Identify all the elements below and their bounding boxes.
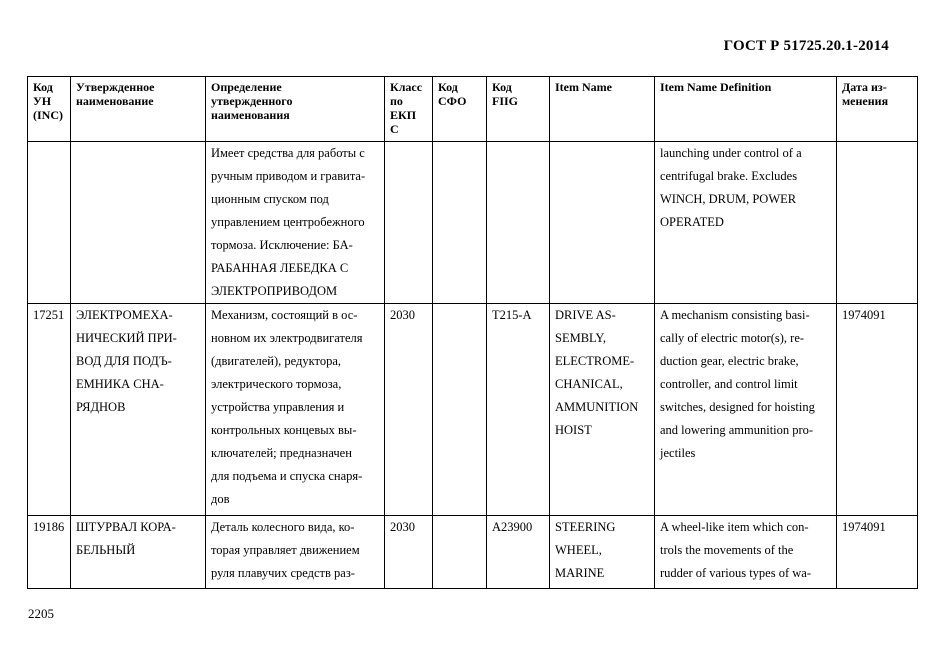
cell-inc: [28, 516, 71, 589]
column-header-fiig: [487, 77, 550, 142]
cell-item-def: [655, 142, 837, 304]
cell-line: launching under control of a: [660, 146, 802, 160]
cell-line: AMMUNITION: [555, 400, 639, 414]
header-line: Утвержденное: [76, 80, 155, 94]
classification-table: [27, 76, 918, 589]
column-header-date: [837, 77, 918, 142]
cell-line: дов: [211, 492, 230, 506]
cell-line: and lowering ammunition pro-: [660, 423, 814, 437]
column-header-item-def: [655, 77, 837, 142]
cell-item-def: [655, 516, 837, 589]
cell-line: Имеет средства для работы с: [211, 146, 365, 160]
header-line: Item Name Definition: [660, 80, 772, 94]
cell-line: электрического тормоза,: [211, 377, 342, 391]
header-line: менения: [842, 94, 889, 108]
header-line: Код: [33, 80, 53, 94]
page-number: 2205: [28, 606, 54, 621]
column-header-sfo: [433, 77, 487, 142]
header-row: [28, 77, 918, 142]
cell-line: A mechanism consisting basi-: [660, 308, 810, 322]
cell-class: [385, 142, 433, 304]
cell-line: управлением центробежного: [211, 215, 365, 229]
cell-name-ru: [71, 516, 206, 589]
table-row: [28, 516, 918, 589]
cell-line: trols the movements of the: [660, 543, 794, 557]
cell-sfo: [433, 516, 487, 589]
cell-line: WINCH, DRUM, POWER: [660, 192, 797, 206]
cell-line: WHEEL,: [555, 543, 602, 557]
cell-line: rudder of various types of wa-: [660, 566, 811, 580]
cell-line: CHANICAL,: [555, 377, 623, 391]
cell-value: 1974091: [842, 520, 886, 534]
cell-value: 2030: [390, 308, 415, 322]
cell-line: торая управляет движением: [211, 543, 360, 557]
cell-line: для подъема и спуска снаря-: [211, 469, 363, 483]
cell-date: [837, 516, 918, 589]
header-line: утвержденного: [211, 94, 293, 108]
header-line: наименование: [76, 94, 154, 108]
cell-line: HOIST: [555, 423, 592, 437]
cell-value: T215-A: [492, 308, 532, 322]
column-header-class: [385, 77, 433, 142]
cell-class: [385, 304, 433, 516]
cell-line: ручным приводом и гравита-: [211, 169, 366, 183]
cell-line: РЯДНОВ: [76, 400, 126, 414]
cell-class: [385, 516, 433, 589]
cell-inc: [28, 304, 71, 516]
header-line: СФО: [438, 94, 467, 108]
cell-line: руля плавучих средств раз-: [211, 566, 355, 580]
header-line: FIIG: [492, 94, 519, 108]
cell-line: новном их электродвигателя: [211, 331, 363, 345]
cell-line: cally of electric motor(s), re-: [660, 331, 805, 345]
cell-fiig: [487, 142, 550, 304]
header-line: Класс: [390, 80, 423, 94]
cell-sfo: [433, 304, 487, 516]
header-line: наименования: [211, 108, 290, 122]
cell-sfo: [433, 142, 487, 304]
cell-line: duction gear, electric brake,: [660, 354, 799, 368]
cell-value: A23900: [492, 520, 533, 534]
cell-line: Механизм, состоящий в ос-: [211, 308, 358, 322]
column-header-name-ru: [71, 77, 206, 142]
column-header-definition-ru: [206, 77, 385, 142]
header-line: С: [390, 122, 399, 136]
cell-line: jectiles: [660, 446, 696, 460]
cell-value: 2030: [390, 520, 415, 534]
cell-line: ЭЛЕКТРОМЕХА-: [76, 308, 173, 322]
header-line: по: [390, 94, 403, 108]
cell-item-name: [550, 516, 655, 589]
cell-line: STEERING: [555, 520, 616, 534]
cell-line: centrifugal brake. Excludes: [660, 169, 798, 183]
cell-line: БЕЛЬНЫЙ: [76, 543, 136, 557]
header-line: УН: [33, 94, 52, 108]
cell-line: DRIVE AS-: [555, 308, 616, 322]
document-code: ГОСТ Р 51725.20.1-2014: [723, 38, 889, 54]
table-row: [28, 142, 918, 304]
cell-name-ru: [71, 142, 206, 304]
cell-fiig: [487, 304, 550, 516]
cell-line: НИЧЕСКИЙ ПРИ-: [76, 331, 177, 345]
cell-item-def: [655, 304, 837, 516]
cell-line: switches, designed for hoisting: [660, 400, 815, 414]
header-line: Item Name: [555, 80, 612, 94]
cell-line: тормоза. Исключение: БА-: [211, 238, 353, 252]
cell-name-ru: [71, 304, 206, 516]
column-header-item-name: [550, 77, 655, 142]
cell-line: controller, and control limit: [660, 377, 798, 391]
cell-line: Деталь колесного вида, ко-: [211, 520, 355, 534]
column-header-inc: [28, 77, 71, 142]
cell-line: РАБАННАЯ ЛЕБЕДКА С: [211, 261, 349, 275]
cell-line: ЭЛЕКТРОПРИВОДОМ: [211, 284, 338, 298]
cell-inc: [28, 142, 71, 304]
cell-line: ключателей; предназначен: [211, 446, 352, 460]
cell-definition-ru: [206, 516, 385, 589]
cell-line: ELECTROME-: [555, 354, 635, 368]
cell-item-name: [550, 304, 655, 516]
cell-line: A wheel-like item which con-: [660, 520, 809, 534]
cell-date: [837, 304, 918, 516]
header-line: ЕКП: [390, 108, 417, 122]
cell-line: SEMBLY,: [555, 331, 606, 345]
cell-fiig: [487, 516, 550, 589]
header-line: (INC): [33, 108, 63, 122]
cell-line: MARINE: [555, 566, 605, 580]
cell-line: ционным спуском под: [211, 192, 329, 206]
cell-line: контрольных концевых вы-: [211, 423, 357, 437]
cell-value: 1974091: [842, 308, 886, 322]
cell-definition-ru: [206, 142, 385, 304]
cell-line: ШТУРВАЛ КОРА-: [76, 520, 176, 534]
header-line: Код: [492, 80, 512, 94]
cell-line: ВОД ДЛЯ ПОДЪ-: [76, 354, 172, 368]
cell-line: устройства управления и: [211, 400, 345, 414]
cell-value: 19186: [33, 520, 65, 534]
header-line: Код: [438, 80, 458, 94]
cell-item-name: [550, 142, 655, 304]
cell-date: [837, 142, 918, 304]
cell-line: OPERATED: [660, 215, 724, 229]
cell-value: 17251: [33, 308, 65, 322]
cell-line: (двигателей), редуктора,: [211, 354, 341, 368]
table-body: [28, 142, 918, 589]
header-line: Дата из-: [842, 80, 887, 94]
table-row: [28, 304, 918, 516]
cell-definition-ru: [206, 304, 385, 516]
cell-line: ЕМНИКА СНА-: [76, 377, 164, 391]
header-line: Определение: [211, 80, 282, 94]
